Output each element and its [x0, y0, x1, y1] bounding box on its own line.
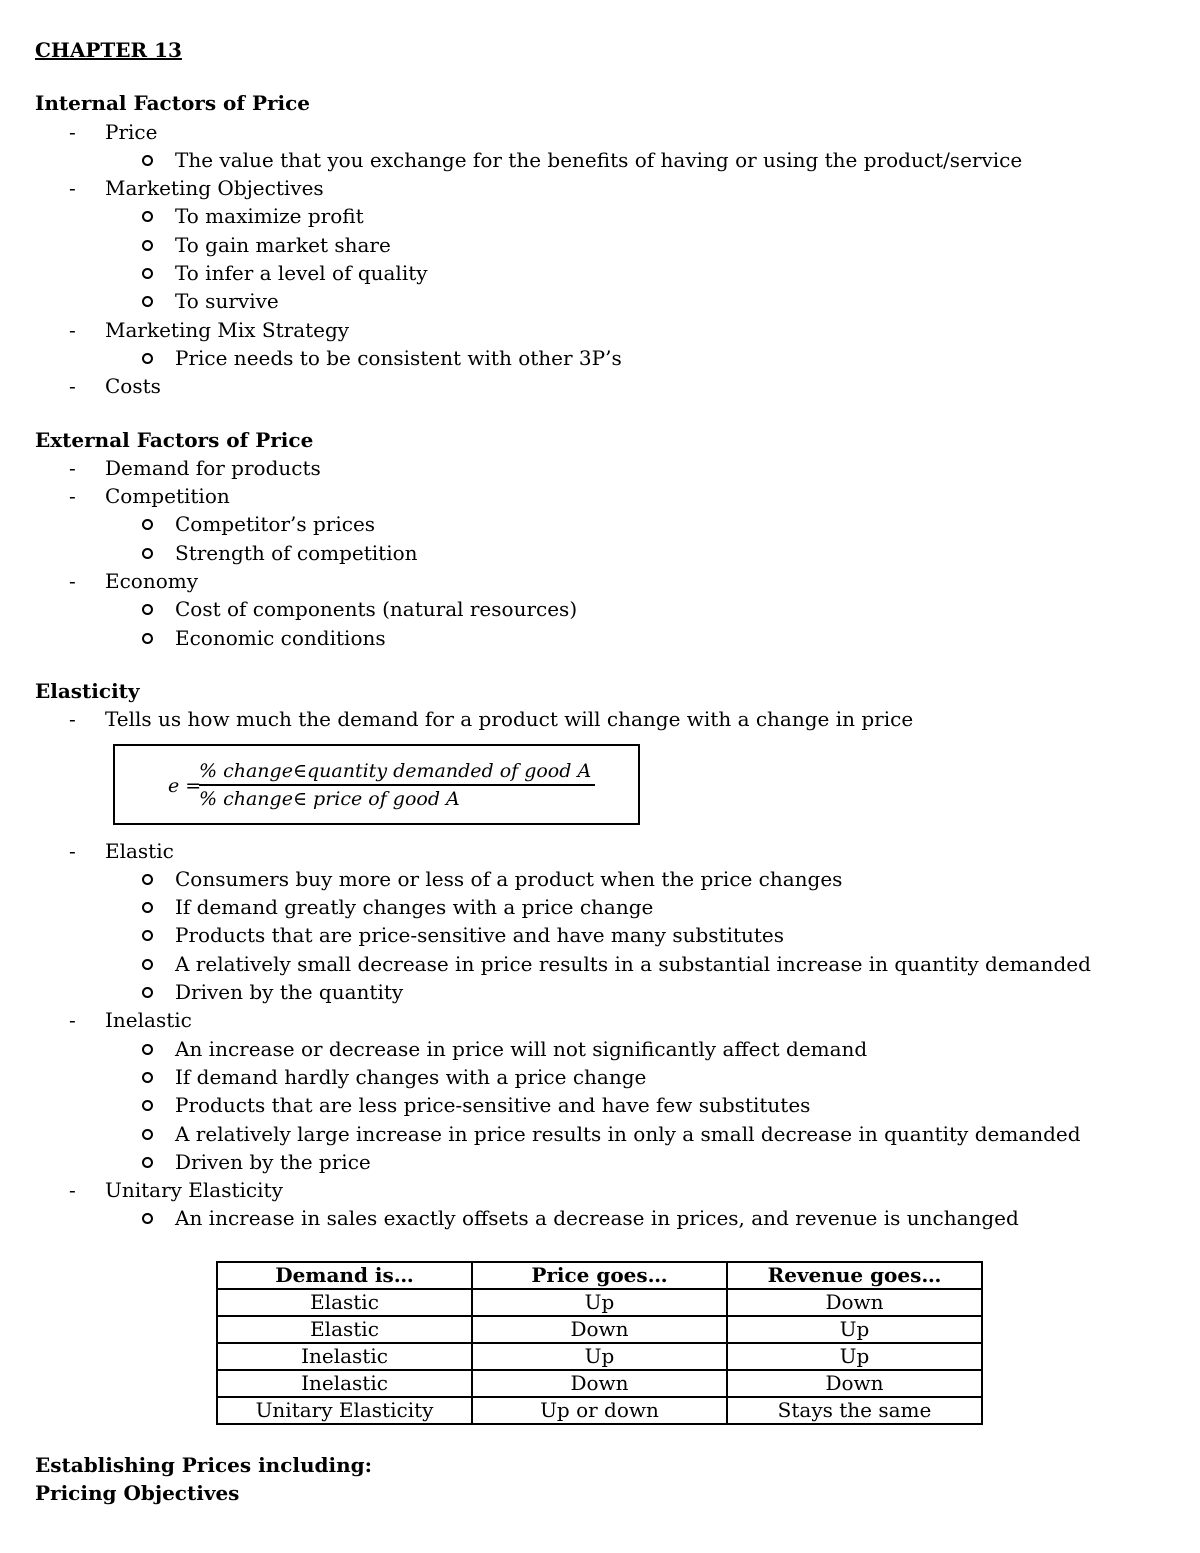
- sub-list-item: [35, 510, 1165, 538]
- sub-list-item-text: Consumers buy more or less of a product when the price changes: [175, 866, 843, 891]
- pricing-objectives-heading: Pricing Objectives: [35, 1480, 240, 1505]
- sub-list-item-text: Products that are price-sensitive and have many substitutes: [175, 923, 785, 948]
- formula-denominator: % change∈ price of good A: [199, 787, 460, 810]
- sub-list-item: [35, 595, 1165, 623]
- table-cell: Inelastic: [217, 1343, 472, 1370]
- sub-list-item: [35, 146, 1165, 174]
- sub-list: [105, 595, 1165, 652]
- sub-list-item: [35, 287, 1165, 315]
- chapter-title: CHAPTER 13: [35, 38, 182, 62]
- spacer: [35, 401, 1165, 426]
- dash-marker: -: [69, 1008, 76, 1033]
- sub-list-item-text: Price needs to be consistent with other 3P’s: [175, 345, 622, 370]
- internal-factors-list: [35, 118, 1165, 401]
- list-item: [35, 1006, 1165, 1176]
- table-row: [217, 1289, 982, 1316]
- sub-list-item-text: Driven by the quantity: [175, 980, 404, 1005]
- circle-bullet-icon: [142, 519, 153, 530]
- circle-bullet-icon: [142, 874, 153, 885]
- elasticity-heading: Elasticity: [35, 678, 140, 703]
- spacer: [35, 64, 1165, 89]
- circle-bullet-icon: [142, 155, 153, 166]
- table-cell: Up: [472, 1343, 727, 1370]
- dash-marker: -: [69, 119, 76, 144]
- list-item: [35, 1176, 1165, 1233]
- sub-list-item: [35, 921, 1165, 949]
- list-item: [35, 118, 1165, 175]
- establishing-prices-heading: Establishing Prices including:: [35, 1452, 373, 1477]
- sub-list: [105, 510, 1165, 567]
- formula-numerator: % change∈quantity demanded of good A: [199, 758, 595, 786]
- sub-list-item-text: To infer a level of quality: [175, 261, 428, 286]
- sub-list: [105, 344, 1165, 372]
- sub-list-item-text: Economic conditions: [175, 625, 386, 650]
- sub-list-item: [35, 865, 1165, 893]
- dash-marker: -: [69, 176, 76, 201]
- circle-bullet-icon: [142, 296, 153, 307]
- elasticity-intro-text: Tells us how much the demand for a product will change with a change in price: [105, 707, 914, 732]
- list-item-label: Marketing Objectives: [105, 176, 324, 201]
- circle-bullet-icon: [142, 1044, 153, 1055]
- external-factors-list: [35, 454, 1165, 652]
- sub-list-item-text: Cost of components (natural resources): [175, 597, 578, 622]
- sub-list-item: [35, 1120, 1165, 1148]
- sub-list-item-text: If demand greatly changes with a price change: [175, 895, 654, 920]
- list-item-label: Economy: [105, 569, 199, 594]
- sub-list-item: [35, 1148, 1165, 1176]
- circle-bullet-icon: [142, 1213, 153, 1224]
- table-header-cell: Price goes…: [472, 1262, 727, 1289]
- circle-bullet-icon: [142, 1129, 153, 1140]
- table-row: [217, 1397, 982, 1424]
- table-cell: Up: [727, 1343, 982, 1370]
- formula-lhs: e =: [168, 774, 202, 797]
- list-item: [35, 567, 1165, 652]
- formula-fraction: [199, 758, 595, 812]
- sub-list-item-text: If demand hardly changes with a price change: [175, 1064, 647, 1089]
- document-body: [35, 36, 1165, 1507]
- elasticity-types-list: [35, 837, 1165, 1233]
- circle-bullet-icon: [142, 633, 153, 644]
- sub-list-item-text: Products that are less price-sensitive and have few substitutes: [175, 1093, 811, 1118]
- spacer: [35, 652, 1165, 677]
- list-item: [35, 316, 1165, 373]
- table-cell: Stays the same: [727, 1397, 982, 1424]
- sub-list-item-text: To survive: [175, 289, 279, 314]
- circle-bullet-icon: [142, 548, 153, 559]
- sub-list-item-text: A relatively small decrease in price results in a substantial increase in quantity demanded: [175, 951, 1091, 976]
- circle-bullet-icon: [142, 353, 153, 364]
- external-factors-heading: External Factors of Price: [35, 427, 314, 452]
- dash-marker: -: [69, 317, 76, 342]
- table-header-cell: Demand is…: [217, 1262, 472, 1289]
- list-item-label: Elastic: [105, 838, 174, 863]
- internal-factors-heading: Internal Factors of Price: [35, 91, 311, 116]
- table-cell: Up or down: [472, 1397, 727, 1424]
- circle-bullet-icon: [142, 1157, 153, 1168]
- table-cell: Down: [727, 1370, 982, 1397]
- sub-list-item: [35, 1091, 1165, 1119]
- table-cell: Down: [727, 1289, 982, 1316]
- list-item-label: Competition: [105, 484, 230, 509]
- sub-list-item-text: A relatively large increase in price results in only a small decrease in quantity demanded: [175, 1121, 1081, 1146]
- circle-bullet-icon: [142, 604, 153, 615]
- sub-list: [105, 202, 1165, 315]
- circle-bullet-icon: [142, 987, 153, 998]
- sub-list: [105, 865, 1165, 1006]
- circle-bullet-icon: [142, 1072, 153, 1083]
- circle-bullet-icon: [142, 902, 153, 913]
- sub-list: [105, 146, 1165, 174]
- sub-list-item: [35, 202, 1165, 230]
- table-cell: Elastic: [217, 1289, 472, 1316]
- list-item: [35, 482, 1165, 567]
- list-item: [35, 454, 1165, 482]
- table-cell: Inelastic: [217, 1370, 472, 1397]
- table-cell: Elastic: [217, 1316, 472, 1343]
- list-item: [35, 174, 1165, 315]
- elasticity-table: [216, 1261, 983, 1425]
- sub-list-item: [35, 231, 1165, 259]
- sub-list-item-text: To maximize profit: [175, 204, 364, 229]
- sub-list-item: [35, 978, 1165, 1006]
- elasticity-formula-box: [113, 744, 640, 825]
- elasticity-intro-list: [35, 705, 1165, 733]
- circle-bullet-icon: [142, 959, 153, 970]
- list-item: [35, 837, 1165, 1007]
- sub-list: [105, 1035, 1165, 1176]
- sub-list-item: [35, 344, 1165, 372]
- sub-list-item: [35, 893, 1165, 921]
- table-cell: Up: [472, 1289, 727, 1316]
- list-item-label: Costs: [105, 374, 161, 399]
- external-factors-section: [35, 426, 1165, 652]
- dash-marker: -: [69, 455, 76, 480]
- sub-list-item-text: The value that you exchange for the benefits of having or using the product/service: [175, 147, 1023, 172]
- sub-list-item-text: An increase in sales exactly offsets a decrease in prices, and revenue is unchanged: [175, 1206, 1019, 1231]
- table-cell: Unitary Elasticity: [217, 1397, 472, 1424]
- table-cell: Down: [472, 1370, 727, 1397]
- sub-list: [105, 1204, 1165, 1232]
- list-item-label: Demand for products: [105, 455, 321, 480]
- dash-marker: -: [69, 569, 76, 594]
- list-item: [35, 372, 1165, 400]
- table-header-row: [217, 1262, 982, 1289]
- sub-list-item: [35, 539, 1165, 567]
- circle-bullet-icon: [142, 930, 153, 941]
- table-cell: Down: [472, 1316, 727, 1343]
- circle-bullet-icon: [142, 1100, 153, 1111]
- sub-list-item-text: Competitor’s prices: [175, 512, 376, 537]
- list-item-label: Inelastic: [105, 1008, 192, 1033]
- internal-factors-section: [35, 89, 1165, 400]
- dash-marker: -: [69, 374, 76, 399]
- list-item-label: Marketing Mix Strategy: [105, 317, 350, 342]
- sub-list-item: [35, 1063, 1165, 1091]
- sub-list-item-text: Strength of competition: [175, 540, 418, 565]
- sub-list-item: [35, 950, 1165, 978]
- elasticity-section: [35, 677, 1165, 1233]
- establishing-prices-section: [35, 1451, 1165, 1508]
- dash-marker: -: [69, 1178, 76, 1203]
- list-item-label: Unitary Elasticity: [105, 1178, 283, 1203]
- table-row: [217, 1370, 982, 1397]
- table-cell: Up: [727, 1316, 982, 1343]
- dash-marker: -: [69, 484, 76, 509]
- table-header-cell: Revenue goes…: [727, 1262, 982, 1289]
- dash-marker: -: [69, 707, 76, 732]
- sub-list-item: [35, 624, 1165, 652]
- circle-bullet-icon: [142, 240, 153, 251]
- sub-list-item: [35, 1035, 1165, 1063]
- sub-list-item-text: Driven by the price: [175, 1149, 371, 1174]
- list-item: [35, 705, 1165, 733]
- sub-list-item: [35, 259, 1165, 287]
- circle-bullet-icon: [142, 268, 153, 279]
- sub-list-item-text: To gain market share: [175, 232, 391, 257]
- sub-list-item: [35, 1204, 1165, 1232]
- table-row: [217, 1343, 982, 1370]
- circle-bullet-icon: [142, 211, 153, 222]
- list-item-label: Price: [105, 119, 158, 144]
- dash-marker: -: [69, 838, 76, 863]
- table-row: [217, 1316, 982, 1343]
- sub-list-item-text: An increase or decrease in price will not significantly affect demand: [175, 1036, 868, 1061]
